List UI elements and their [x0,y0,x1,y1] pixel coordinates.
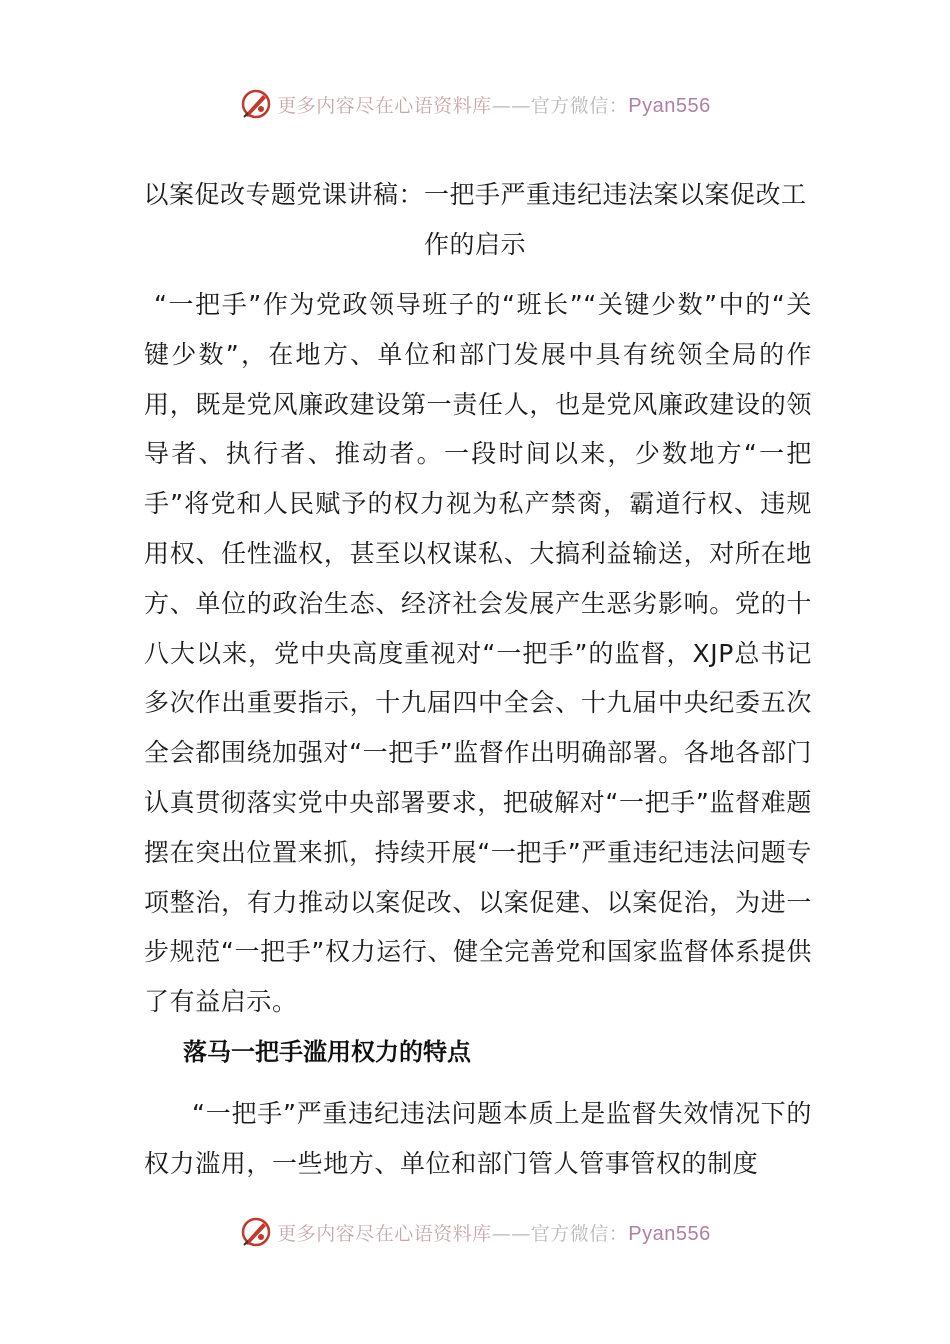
quill-pen-logo-icon [239,87,273,121]
document-title: 以案促改专题党课讲稿：一把手严重违纪违法案以案促改工作的启示 [143,180,807,259]
watermark-text: 更多内容尽在心语资料库——官方微信：Pyan556 [277,1222,711,1245]
header-watermark [0,82,950,126]
body-paragraph-1: “一把手”作为党政领导班子的“班长”“关键少数”中的“关键少数”，在地方、单位和部门发展中具有统领全局的作用，既是党风廉政建设第一责任人，也是党风廉政建设的领导者、执行者、推动者。一段时间以来，少数地方“一把手”将党和人民赋予的权力视为私产禁脔，霸道行权、违规用权、任性滥权，甚至以权谋私、大搞利益输送，对所在地方、单位的政治生态、经济社会发展产生恶劣影响。党的十八大以来，党中央高度重视对“一把手”的监督，XJP总书记多次作出重要指示，十九届四中全会、十九届中央纪委五次全会都围绕加强对“一把手”监督作出明确部署。各地各部门认真贯彻落实党中央部署要求，把破解对“一把手”监督难题摆在突出位置来抓，持续开展“一把手”严重违纪违法问题专项整治，有力推动以案促改、以案促建、以案促治，为进一步规范“一把手”权力运行、健全完善党和国家监督体系提供了有益启示。 [144,290,812,1017]
footer-watermark [0,1210,950,1254]
section-heading: 落马一把手滥用权力的特点 [183,1038,471,1066]
quill-pen-logo-icon [239,1215,273,1249]
body-paragraph-2: “一把手”严重违纪违法问题本质上是监督失效情况下的权力滥用，一些地方、单位和部门管人管事管权的制度 [144,1099,812,1178]
watermark-text: 更多内容尽在心语资料库——官方微信：Pyan556 [277,94,711,117]
